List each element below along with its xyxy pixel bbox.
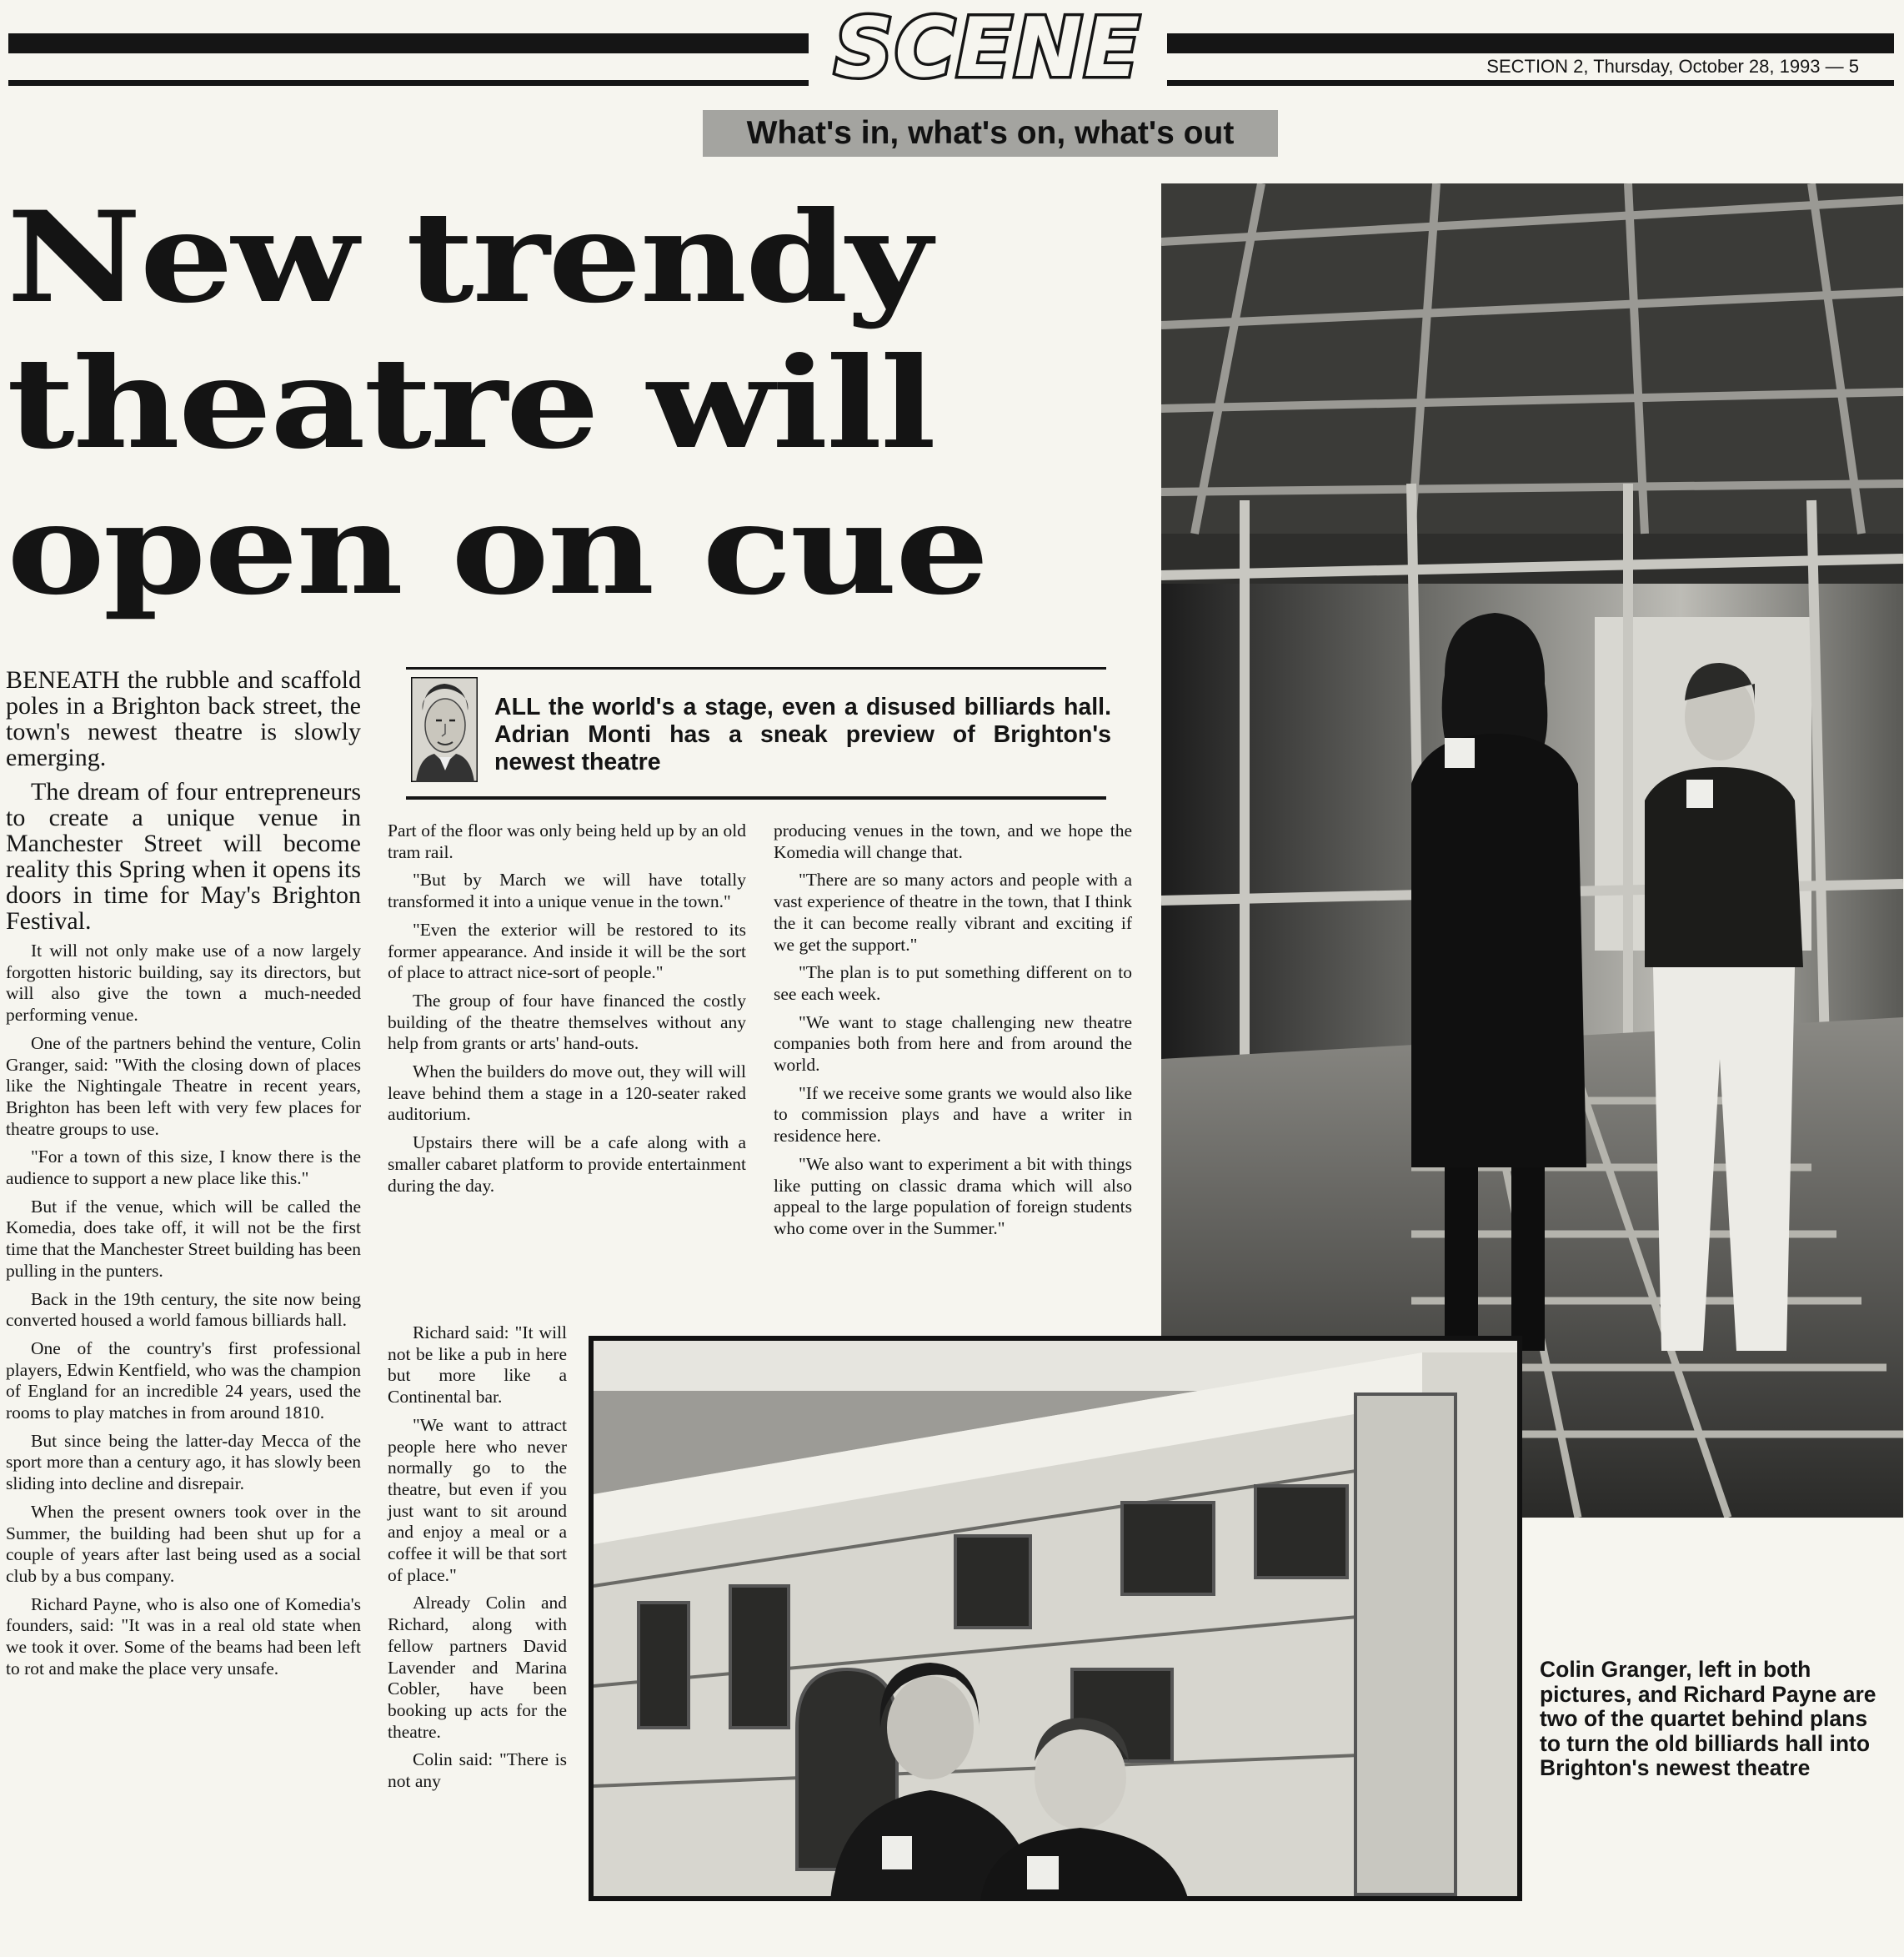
section-logo: SCENE — [834, 1, 1142, 96]
masthead-rule-left-top — [8, 33, 809, 53]
article-column-2-top — [388, 820, 746, 1203]
body-paragraph: Part of the floor was only being held up by an old tram rail. — [388, 820, 746, 862]
body-paragraph: "If we receive some grants we would also like to commission plays and have a writer in residence here. — [774, 1082, 1132, 1147]
standfirst: ALL the world's a stage, even a disused billiards hall. Adrian Monti has a sneak preview of Brighton's newest theatre — [494, 694, 1111, 775]
body-paragraph: But if the venue, which will be called the Komedia, does take off, it will not be the first time that the Manchester Street building has been pulling in the punters. — [6, 1196, 361, 1281]
body-paragraph: But since being the latter-day Mecca of the sport more than a century ago, it has slowly been sliding into decline and disrepair. — [6, 1430, 361, 1494]
body-paragraph: "There are so many actors and people with a vast experience of theatre in the town, that I think the it can become really vibrant and exciting if we get the support." — [774, 870, 1132, 955]
article-column-3 — [774, 820, 1132, 1247]
body-paragraph: The dream of four entrepreneurs to create a unique venue in Manchester Street will become reality this Spring when it opens its doors in time for May's Brighton Festival. — [6, 778, 361, 935]
headline-line-2: theatre will — [7, 330, 934, 477]
headline — [7, 185, 1355, 623]
interior-photo — [1161, 183, 1903, 1518]
body-paragraph: It will not only make use of a now largely forgotten historic building, say its directors, but will also give the town a much-needed performing venue. — [6, 941, 361, 1026]
body-paragraph: "We want to stage challenging new theatre companies both from here and from around the world. — [774, 1011, 1132, 1076]
body-paragraph: "But by March we will have totally transformed it into a unique venue in the town." — [388, 870, 746, 912]
article-column-1 — [6, 667, 361, 1687]
headline-line-3: open on cue — [7, 476, 988, 623]
body-paragraph: Upstairs there will be a cafe along with a smaller cabaret platform to provide entertainment during the day. — [388, 1132, 746, 1196]
body-paragraph: Already Colin and Richard, along with fellow partners David Lavender and Marina Cobler, have been booking up acts for the theatre. — [388, 1593, 567, 1742]
body-paragraph: Richard Payne, who is also one of Komedia's founders, said: "It was in a real old state when we took it over. Some of the beams had been left to rot and make the place very unsafe. — [6, 1593, 361, 1679]
article-column-2-bottom — [388, 1322, 567, 1799]
standfirst-rule-top — [406, 667, 1106, 670]
exterior-photo — [589, 1336, 1522, 1901]
section-tagline: What's in, what's on, what's out — [703, 110, 1278, 157]
body-paragraph: One of the country's first professional players, Edwin Kentfield, who was the champion of England for an incredible 24 years, used the rooms to play matches in from around 1810. — [6, 1337, 361, 1423]
masthead-rule-left-bottom — [8, 80, 809, 86]
body-paragraph: When the builders do move out, they will will leave behind them a stage in a 120-seater raked auditorium. — [388, 1061, 746, 1125]
body-paragraph: Richard said: "It will not be like a pub in here but more like a Continental bar. — [388, 1322, 567, 1408]
author-portrait — [411, 677, 478, 782]
body-paragraph: "The plan is to put something different on to see each week. — [774, 962, 1132, 1004]
body-paragraph: producing venues in the town, and we hope the Komedia will change that. — [774, 820, 1132, 862]
body-paragraph: One of the partners behind the venture, Colin Granger, said: "With the closing down of places like the Nightingale Theatre in recent years, Brighton has been left with very few places for theatre groups to use. — [6, 1032, 361, 1139]
photo-caption: Colin Granger, left in both pictures, and Richard Payne are two of the quartet behind plans to turn the old billiards hall into Brighton's newest theatre — [1540, 1657, 1876, 1780]
body-paragraph: "For a town of this size, I know there is the audience to support a new place like this." — [6, 1147, 361, 1189]
body-paragraph: "We also want to experiment a bit with things like putting on classic drama which will also appeal to the large population of foreign students who come over in the Summer." — [774, 1153, 1132, 1238]
body-paragraph: Back in the 19th century, the site now being converted housed a world famous billiards hall. — [6, 1288, 361, 1331]
dateline: SECTION 2, Thursday, October 28, 1993 — 5 — [1486, 56, 1859, 77]
headline-line-1: New trendy — [7, 184, 930, 331]
masthead-rule-right-top — [1167, 33, 1894, 53]
body-paragraph: The group of four have financed the costly building of the theatre themselves without any help from grants or arts' hand-outs. — [388, 990, 746, 1054]
body-paragraph: "Even the exterior will be restored to its former appearance. And inside it will be the sort of place to attract nice-sort of people." — [388, 919, 746, 983]
body-paragraph: When the present owners took over in the Summer, the building had been shut up for a couple of years after last being used as a social club by a bus company. — [6, 1501, 361, 1586]
lede-paragraph: BENEATH the rubble and scaffold poles in a Brighton back street, the town's newest theatre is slowly emerging. — [6, 666, 361, 771]
masthead-rule-right-bottom — [1167, 80, 1894, 86]
standfirst-rule-bottom — [406, 796, 1106, 800]
body-paragraph: Colin said: "There is not any — [388, 1749, 567, 1792]
body-paragraph: "We want to attract people here who never normally go to the theatre, but even if you just want to sit around and enjoy a meal or a coffee it will be that sort of place." — [388, 1414, 567, 1585]
